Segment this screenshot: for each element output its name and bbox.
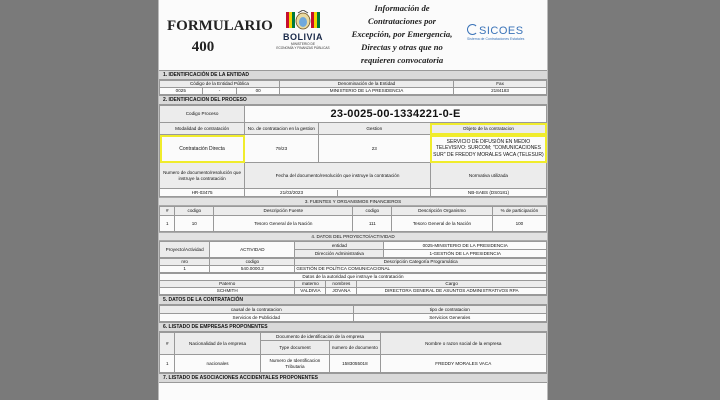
autoridad-paterno: SCHMITH xyxy=(160,288,295,295)
autoridad-nombres: JOVANA xyxy=(326,288,357,295)
header-organismo: Descripción Organismo xyxy=(392,207,493,216)
bidder-nacionalidad: nacionales xyxy=(175,355,260,373)
header-type-document: Type document xyxy=(260,341,330,355)
header-modalidad: Modalidad de contratación xyxy=(160,123,245,135)
header-denominacion: Denominación de la Entidad xyxy=(279,81,453,88)
project-table xyxy=(159,241,547,258)
header-materno: materno xyxy=(295,281,326,288)
entity-code-b: 00 xyxy=(237,88,280,95)
header-num: # xyxy=(160,207,175,216)
funding-fuente: Tesoro General de la Nación xyxy=(214,216,353,232)
section-3-title: 3. FUENTES Y ORGANISMOS FINANCIEROS xyxy=(159,197,547,206)
bidder-numero-documento: 1583055018 xyxy=(330,355,380,373)
tipo-contratacion-value: Servicios Generales xyxy=(353,314,547,322)
funding-table xyxy=(159,206,547,232)
header-categoria: Descripción Categoría Programática xyxy=(295,259,547,266)
funding-num: 1 xyxy=(160,216,175,232)
proyecto-entidad: 0025-MINISTERIO DE LA PRESIDENCIA xyxy=(384,242,547,250)
section-4-title: 4. DATOS DEL PROYECTO/ACTIVIDAD xyxy=(159,232,547,241)
process-table xyxy=(159,105,547,197)
header-numero-documento-empresa: numero de documento xyxy=(330,341,380,355)
header-codigo-organismo: codigo xyxy=(353,207,392,216)
autoridad-materno: VALDIVIA xyxy=(295,288,326,295)
fecha-documento: 21/03/2023 xyxy=(280,189,304,195)
sicoes-swirl-icon xyxy=(467,24,478,35)
header-razon-social: Nombre o razon social de la empresa xyxy=(380,333,546,355)
header-nombres: nombres xyxy=(326,281,357,288)
gestion-value: 23 xyxy=(318,135,430,163)
header-entidad: entidad xyxy=(295,242,384,250)
categoria-codigo: 540.0000.2 xyxy=(210,266,295,273)
section-1-title: 1. IDENTIFICACIÓN DE LA ENTIDAD xyxy=(159,70,547,80)
header-numero-contratacion: No. de contratacion en la gestion xyxy=(245,123,319,135)
header-nro: nro xyxy=(160,259,210,266)
causal-value: Servicios de Publicidad xyxy=(160,314,354,322)
header-gestion: Gestion xyxy=(318,123,430,135)
header-fecha-documento: Fecha del documento/resolución que instruye la contratación xyxy=(245,163,431,189)
fecha-documento-value xyxy=(245,189,431,197)
form-title: FORMULARIO 400 xyxy=(167,18,273,55)
categoria-nro: 1 xyxy=(160,266,210,273)
entity-code-a: 0025 xyxy=(160,88,203,95)
process-code: 23-0025-00-1334221-0-E xyxy=(245,106,547,123)
header-fax: Fax xyxy=(454,81,547,88)
header-normativa: Normativa utilizada xyxy=(430,163,546,189)
header-cargo: Cargo xyxy=(357,281,547,288)
header-numero-documento: Numero de documento/resolución que instruye la contratación xyxy=(160,163,245,189)
fecha-informacion xyxy=(337,190,428,196)
header-codigo-entidad: Código de la Entidad Pública xyxy=(160,81,280,88)
funding-codigo-organismo: 111 xyxy=(353,216,392,232)
normativa-value: NB-SABS (DS0181) xyxy=(430,189,546,197)
proyecto-direccion: 1-GESTIÓN DE LA PRESIDENCIA xyxy=(384,250,547,258)
bidder-type-document: Numero de Identificacion Tributaria xyxy=(260,355,330,373)
objeto-value: SERVICIO DE DIFUSIÓN EN MEDIO TELEVISIVO: SURCOM; "COMUNICACIONES SUR" DE FREDDY MORALES VACA (TELESUR) xyxy=(430,135,546,163)
numero-contratacion-value: 79/23 xyxy=(245,135,319,163)
section-6-title: 6. LISTADO DE EMPRESAS PROPONENTES xyxy=(159,322,547,332)
header-causal: causal de la contratacion xyxy=(160,306,354,314)
header-documento-identificacion: Documento de identificacion de la empresa xyxy=(260,333,380,341)
process-code-label: Codigo Proceso xyxy=(160,106,245,123)
entity-fax: 2184183 xyxy=(454,88,547,95)
funding-codigo: 10 xyxy=(175,216,214,232)
header-direccion: Dirección Administrativa xyxy=(295,250,384,258)
header-categoria-codigo: codigo xyxy=(210,259,295,266)
autoridad-cargo: DIRECTORA GENERAL DE ASUNTOS ADMINISTRATIVOS RPA xyxy=(357,288,547,295)
modalidad-value: Contratación Directa xyxy=(160,135,245,163)
document-header xyxy=(159,0,547,70)
autoridad-title: Datos de la autoridad que instruye la contratación xyxy=(160,274,547,281)
contract-data-table xyxy=(159,305,547,322)
sicoes-logo: SICOES Sistema de Contrataciones Estatales xyxy=(467,25,525,41)
authority-table xyxy=(159,273,547,295)
section-2-title: 2. IDENTIFICACION DEL PROCESO xyxy=(159,95,547,105)
coat-of-arms-icon xyxy=(286,10,320,32)
funding-participacion: 100 xyxy=(492,216,546,232)
numero-documento-value: HR-03475 xyxy=(160,189,245,197)
header-fuente: Descripción Fuente xyxy=(214,207,353,216)
header-codigo-fuente: codigo xyxy=(175,207,214,216)
funding-organismo: Tesoro General de la Nación xyxy=(392,216,493,232)
bidder-nombre: FREDDY MORALES VACA xyxy=(380,355,546,373)
category-table xyxy=(159,258,547,273)
header-tipo-contratacion: tipo de contratacion xyxy=(353,306,547,314)
entity-table xyxy=(159,80,547,95)
header-bidder-num: # xyxy=(160,333,175,355)
proyecto-tipo: ACTIVIDAD xyxy=(210,242,295,258)
section-7-title: 7. LISTADO DE ASOCIACIONES ACCIDENTALES PROPONENTES xyxy=(159,373,547,383)
proyecto-label: Proyecto/Actividad xyxy=(160,242,210,258)
entity-code-separator: - xyxy=(202,88,237,95)
header-participacion: % de participación xyxy=(492,207,546,216)
header-title: Información de Contrataciones por Excepción, por Emergencia, Directas y otras que no requieren convocatoria xyxy=(351,3,453,65)
header-paterno: Paterno xyxy=(160,281,295,288)
categoria-descripcion: GESTIÓN DE POLÍTICA COMUNICACIONAL xyxy=(295,266,547,273)
entity-name: MINISTERIO DE LA PRESIDENCIA xyxy=(279,88,453,95)
bolivia-ministry-logo: BOLIVIA MINISTERIO DE ECONOMÍA Y FINANZAS PÚBLICAS xyxy=(271,10,335,62)
section-5-title: 5. DATOS DE LA CONTRATACIÓN xyxy=(159,295,547,305)
bidder-num: 1 xyxy=(160,355,175,373)
header-nacionalidad: Nacionalidad de la empresa xyxy=(175,333,260,355)
bidders-table xyxy=(159,332,547,373)
document-page xyxy=(158,0,548,400)
header-objeto: Objeto de la contratacion xyxy=(430,123,546,135)
